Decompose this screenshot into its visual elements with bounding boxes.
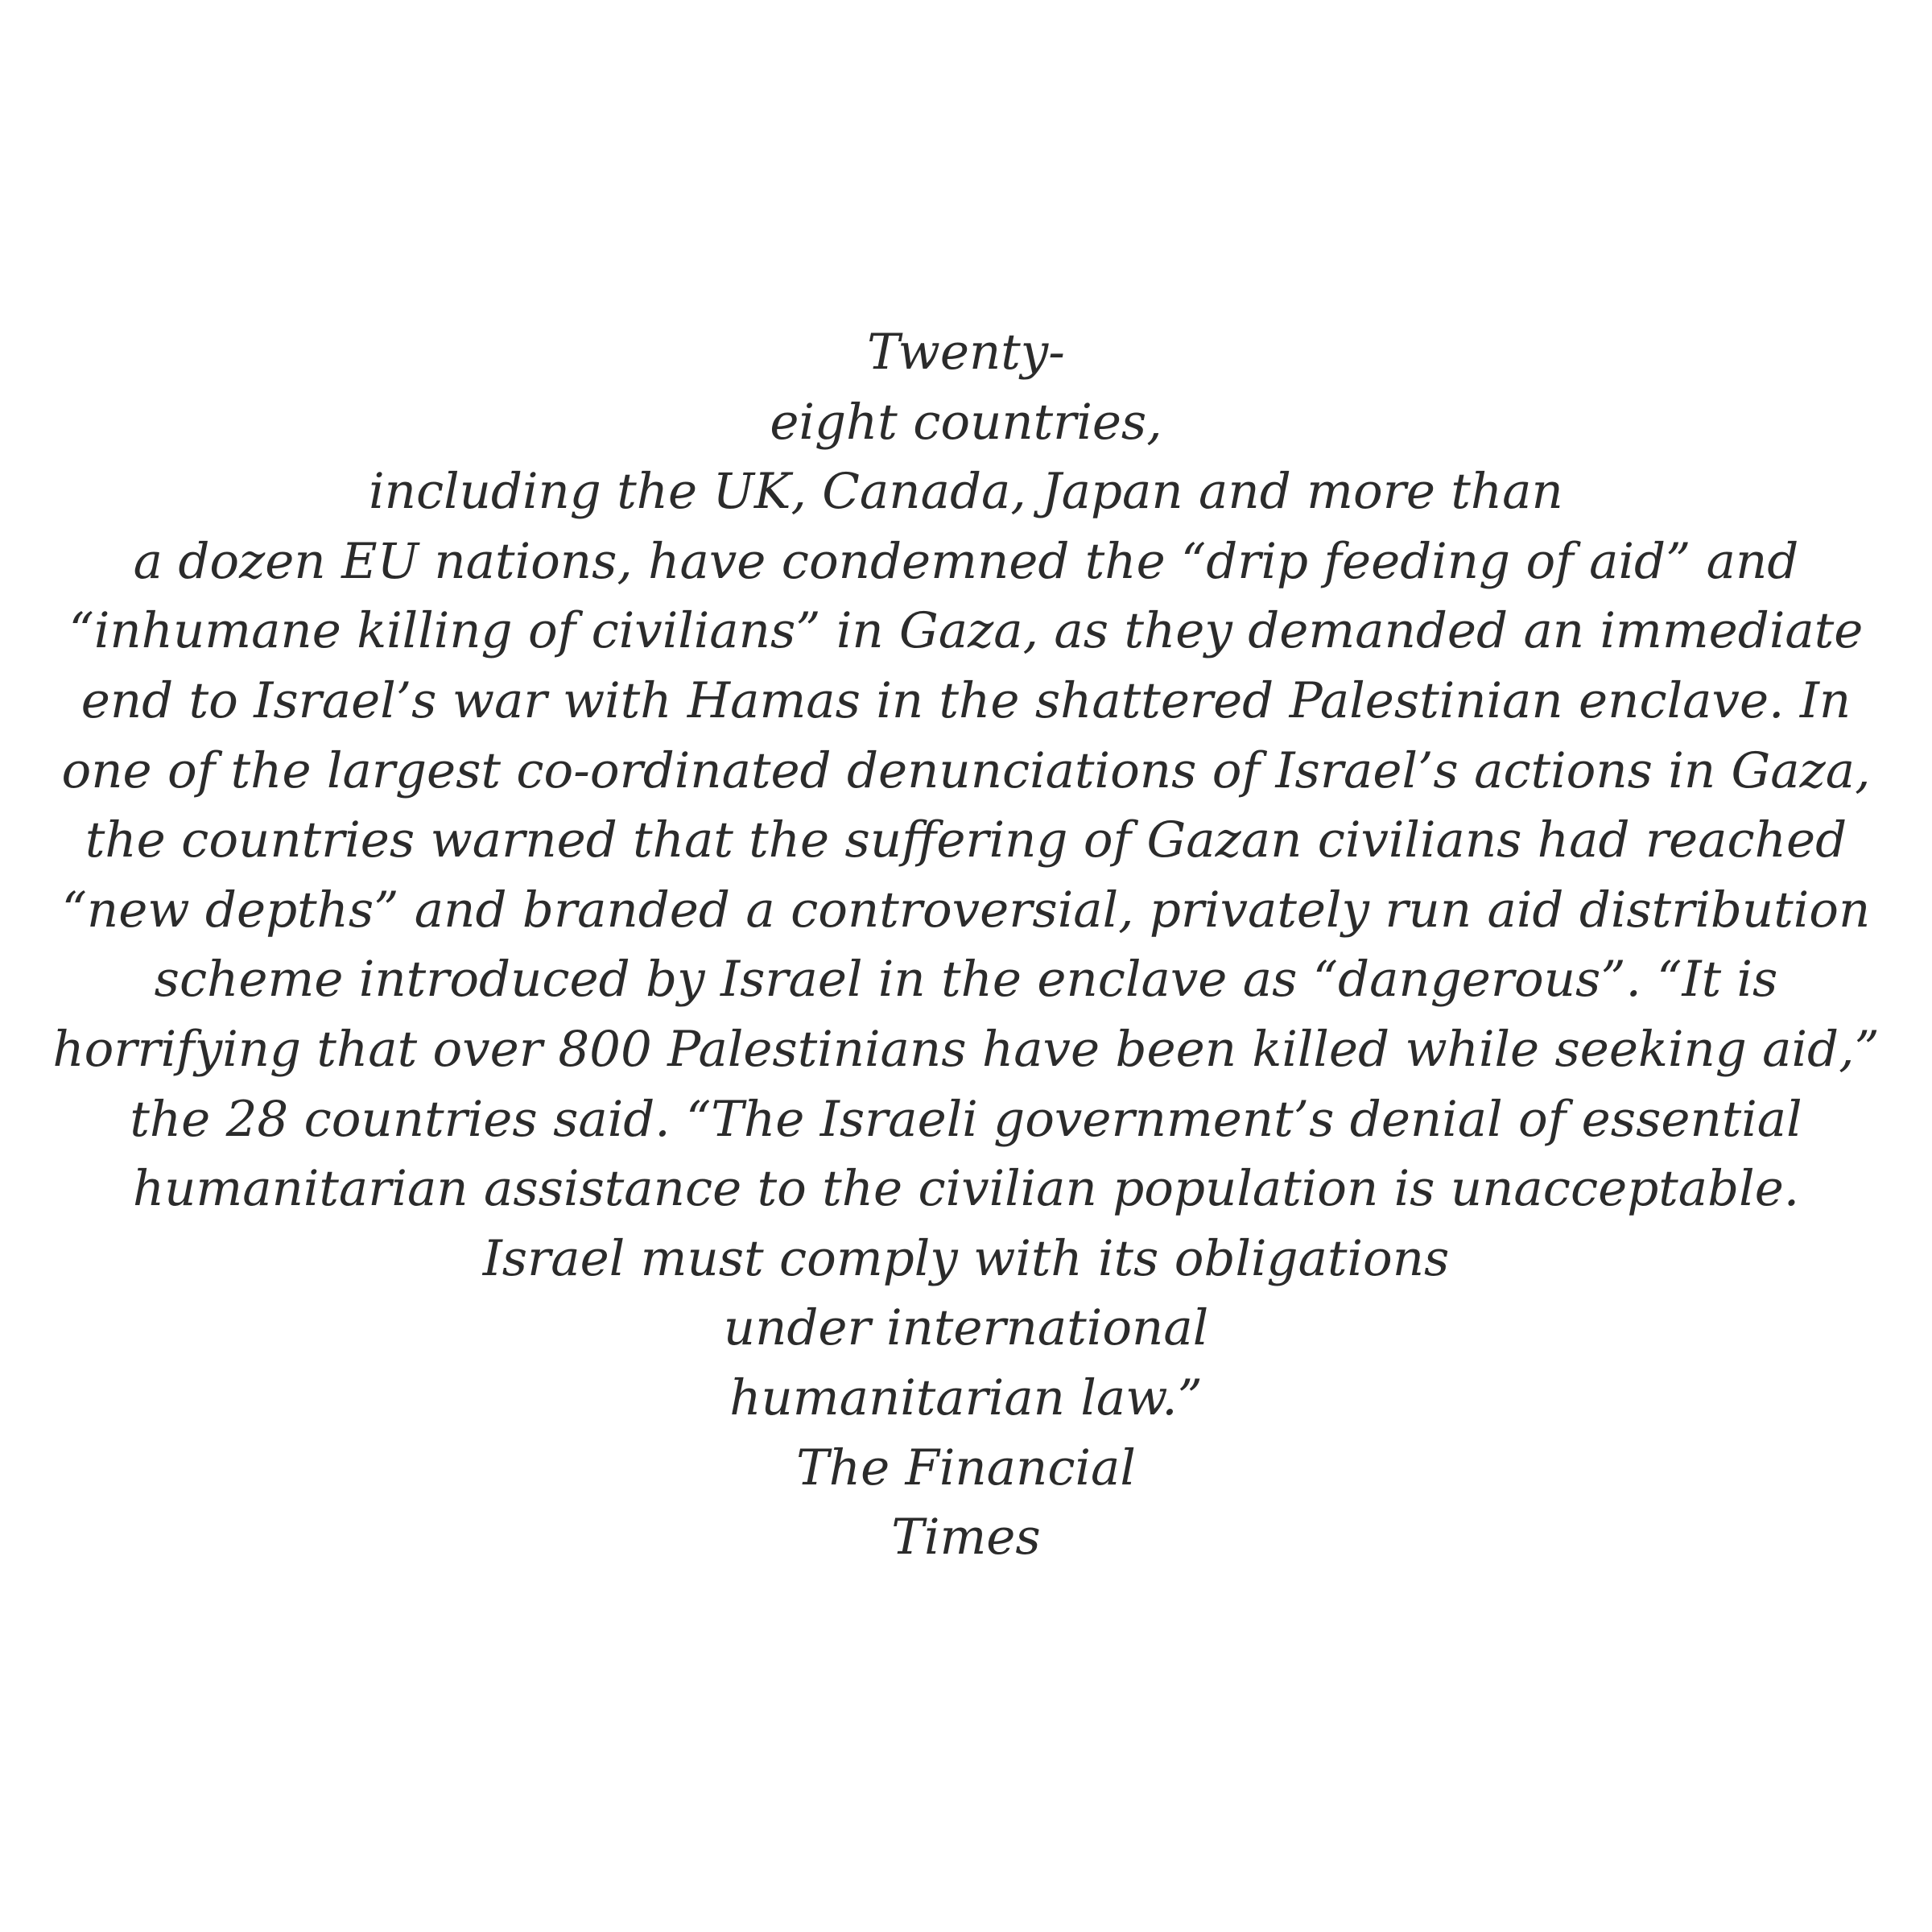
quote-line: the countries warned that the suffering of Gazan civilians had reached xyxy=(85,811,1847,869)
quote-line: the 28 countries said. “The Israeli government’s denial of essential xyxy=(130,1090,1802,1148)
quote-line: “new depths” and branded a controversial, privately run aid distribution xyxy=(61,881,1871,939)
quote-line: horrifying that over 800 Palestinians have been killed while seeking aid,” xyxy=(52,1020,1880,1078)
quote-line: a dozen EU nations, have condemned the “drip feeding of aid” and xyxy=(133,532,1799,590)
attribution-line: Times xyxy=(891,1509,1041,1567)
quote-line: humanitarian assistance to the civilian population is unacceptable. xyxy=(132,1160,1800,1218)
quote-line: including the UK, Canada, Japan and more than xyxy=(369,463,1563,521)
quote-line: Twenty- xyxy=(867,324,1065,381)
quote-line: under international xyxy=(723,1299,1209,1357)
quote-line: humanitarian law.” xyxy=(729,1368,1203,1426)
quote-line: eight countries, xyxy=(770,393,1162,451)
quote-line: Israel must comply with its obligations xyxy=(482,1229,1450,1287)
quote-line: one of the largest co-ordinated denunciations of Israel’s actions in Gaza, xyxy=(61,741,1871,799)
attribution-line: The Financial xyxy=(796,1439,1136,1496)
quote-text-block xyxy=(0,318,1932,1573)
quote-line: end to Israel’s war with Hamas in the shattered Palestinian enclave. In xyxy=(80,671,1852,729)
quote-line: “inhumane killing of civilians” in Gaza, as they demanded an immediate xyxy=(68,602,1864,660)
quote-line: scheme introduced by Israel in the enclave as “dangerous”. “It is xyxy=(154,951,1778,1009)
